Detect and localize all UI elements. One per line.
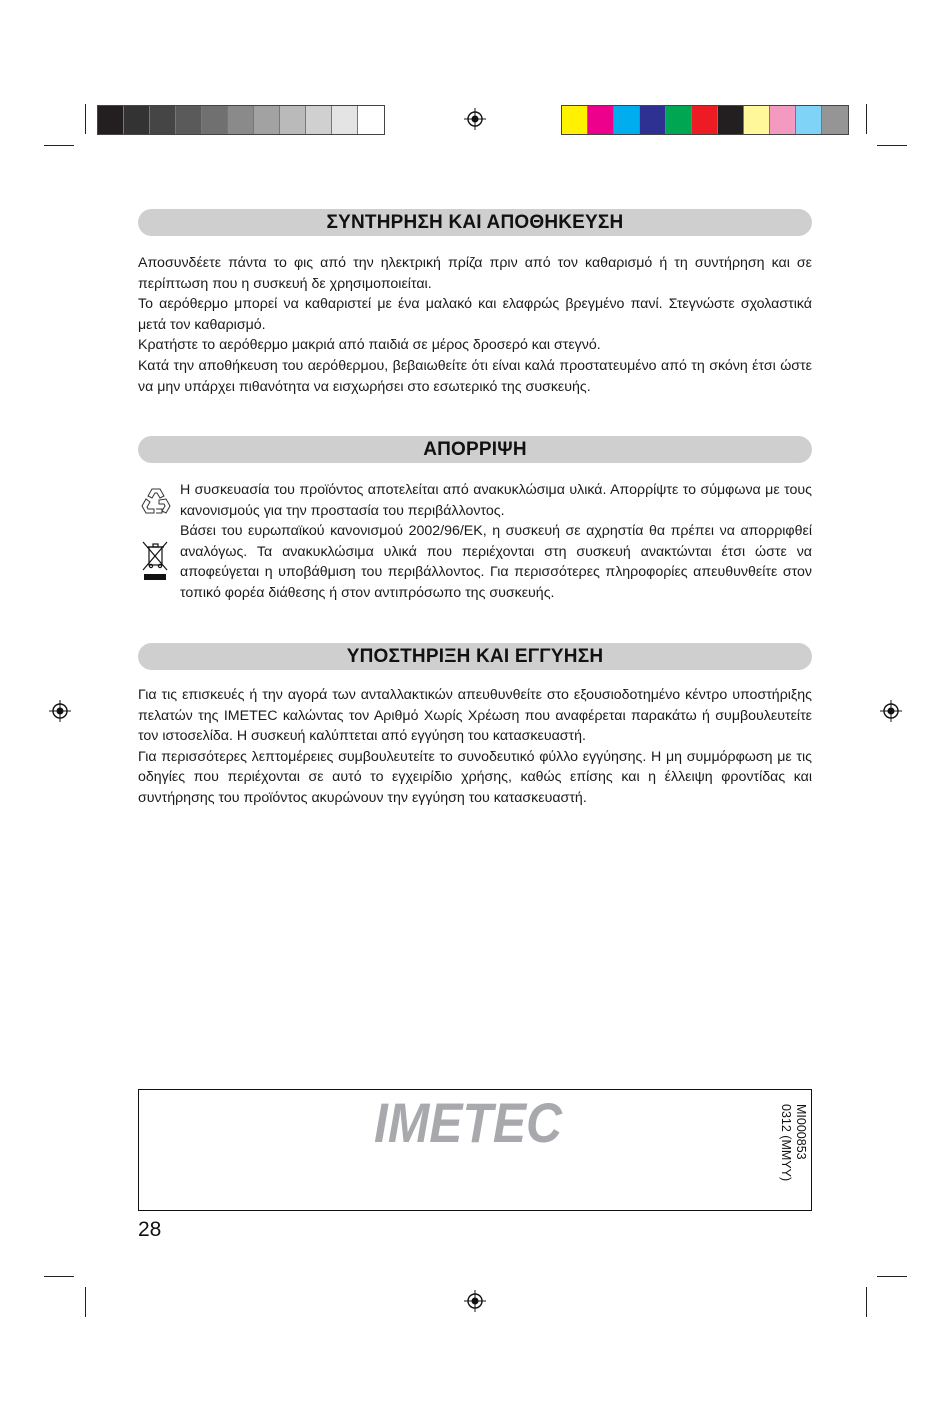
paragraph: Αποσυνδέετε πάντα το φις από την ηλεκτρική πρίζα πριν από τον καθαρισμό ή τη συντήρηση και σε περίπτωση που η συσκευή δε χρησιμοποιείται.: [138, 255, 812, 292]
color-swatch: [796, 106, 822, 134]
registration-mark-icon: [464, 1290, 486, 1312]
crop-mark: [85, 104, 86, 134]
product-date-line: 0312 (MMYY): [779, 1104, 793, 1182]
section-title-disposal: ΑΠΟΡΡΙΨΗ: [138, 436, 812, 463]
color-swatch: [744, 106, 770, 134]
color-swatch: [280, 106, 306, 134]
color-swatch: [358, 106, 384, 134]
product-code-line: MI000853: [794, 1104, 808, 1160]
color-swatch: [176, 106, 202, 134]
crossed-bin-icon: [140, 540, 170, 582]
grayscale-color-bar: [97, 105, 385, 135]
crop-mark: [877, 1276, 907, 1277]
color-swatch: [306, 106, 332, 134]
paragraph: Κατά την αποθήκευση του αερόθερμου, βεβαιωθείτε ότι είναι καλά προστατευμένο από τη σκόνη έτσι ώστε να μην υπάρχει πιθανότητα να εισχωρήσει στο εσωτερικό της συσκευής.: [138, 357, 812, 395]
color-swatch: [718, 106, 744, 134]
color-swatch: [666, 106, 692, 134]
crop-mark: [44, 1276, 74, 1277]
color-swatch: [98, 106, 124, 134]
color-swatch: [822, 106, 848, 134]
color-swatch: [332, 106, 358, 134]
color-swatch: [228, 106, 254, 134]
crop-mark: [85, 1287, 86, 1317]
color-swatch: [770, 106, 796, 134]
paragraph: Το αερόθερμο μπορεί να καθαριστεί με ένα μαλακό και ελαφρώς βρεγμένο πανί. Στεγνώστε σχολαστικά μετά τον καθαρισμό.: [138, 296, 812, 333]
crop-mark: [877, 145, 907, 146]
imetec-logo: [372, 1092, 566, 1150]
cmyk-color-bar: [561, 105, 849, 135]
color-swatch: [640, 106, 666, 134]
paragraph: Βάσει του ευρωπαϊκού κανονισμού 2002/96/ΕΚ, η συσκευή σε αχρηστία θα πρέπει να απορριφθεί αναλόγως. Τα ανακυκλώσιμα υλικά που περιέχονται στη συσκευή ανακτώνται έτσι ώστε να αποφεύγεται η υποβάθμιση του περιβάλλοντος. Για περισσότερες πληροφορίες απευθυνθείτε στον τοπικό φορέα διάθεσης ή στον αντιπρόσωπο της συσκευής.: [180, 523, 812, 601]
support-text: [138, 685, 812, 809]
crop-mark: [44, 145, 74, 146]
paragraph: Κρατήστε το αερόθερμο μακριά από παιδιά σε μέρος δροσερό και στεγνό.: [138, 337, 601, 354]
disposal-text: [180, 480, 812, 604]
registration-mark-icon: [880, 700, 902, 722]
color-swatch: [562, 106, 588, 134]
registration-mark-icon: [464, 108, 486, 130]
color-swatch: [692, 106, 718, 134]
product-code: [778, 1104, 808, 1184]
crop-mark: [866, 1287, 867, 1317]
section-title-support: ΥΠΟΣΤΗΡΙΞΗ ΚΑΙ ΕΓΓΥΗΣΗ: [138, 643, 812, 670]
color-swatch: [614, 106, 640, 134]
color-swatch: [588, 106, 614, 134]
paragraph: Για τις επισκευές ή την αγορά των ανταλλακτικών απευθυνθείτε στο εξουσιοδοτημένο κέντρο υποστήριξης πελατών της IMETEC καλώντας τον Αριθμό Χωρίς Χρέωση που αναφέρεται παρακάτω ή συμβουλευτείτε τον ιστοσελίδα. Η συσκευή καλύπτεται από εγγύηση του κατασκευαστή.: [138, 687, 812, 745]
color-swatch: [254, 106, 280, 134]
svg-text:IMETEC: IMETEC: [374, 1092, 564, 1150]
maintenance-text: [138, 253, 812, 397]
color-swatch: [124, 106, 150, 134]
paragraph: Η συσκευασία του προϊόντος αποτελείται από ανακυκλώσιμα υλικά. Απορρίψτε το σύμφωνα με τους κανονισμούς για την προστασία του περιβάλλοντος.: [180, 482, 812, 519]
paragraph: Για περισσότερες λεπτομέρειες συμβουλευτείτε το συνοδευτικό φύλλο εγγύησης. Η μη συμμόρφωση με τις οδηγίες που περιέχονται σε αυτό το εγχειρίδιο χρήσης, καθώς επίσης και η έλλειψη φροντίδας και συντήρησης του προϊόντος ακυρώνουν την εγγύηση του κατασκευαστή.: [138, 748, 812, 806]
page-number: 28: [138, 1218, 162, 1241]
color-swatch: [202, 106, 228, 134]
recycle-icon: [140, 485, 172, 517]
color-swatch: [150, 106, 176, 134]
registration-mark-icon: [49, 700, 71, 722]
crop-mark: [866, 104, 867, 134]
section-title-maintenance: ΣΥΝΤΗΡΗΣΗ ΚΑΙ ΑΠΟΘΗΚΕΥΣΗ: [138, 209, 812, 236]
